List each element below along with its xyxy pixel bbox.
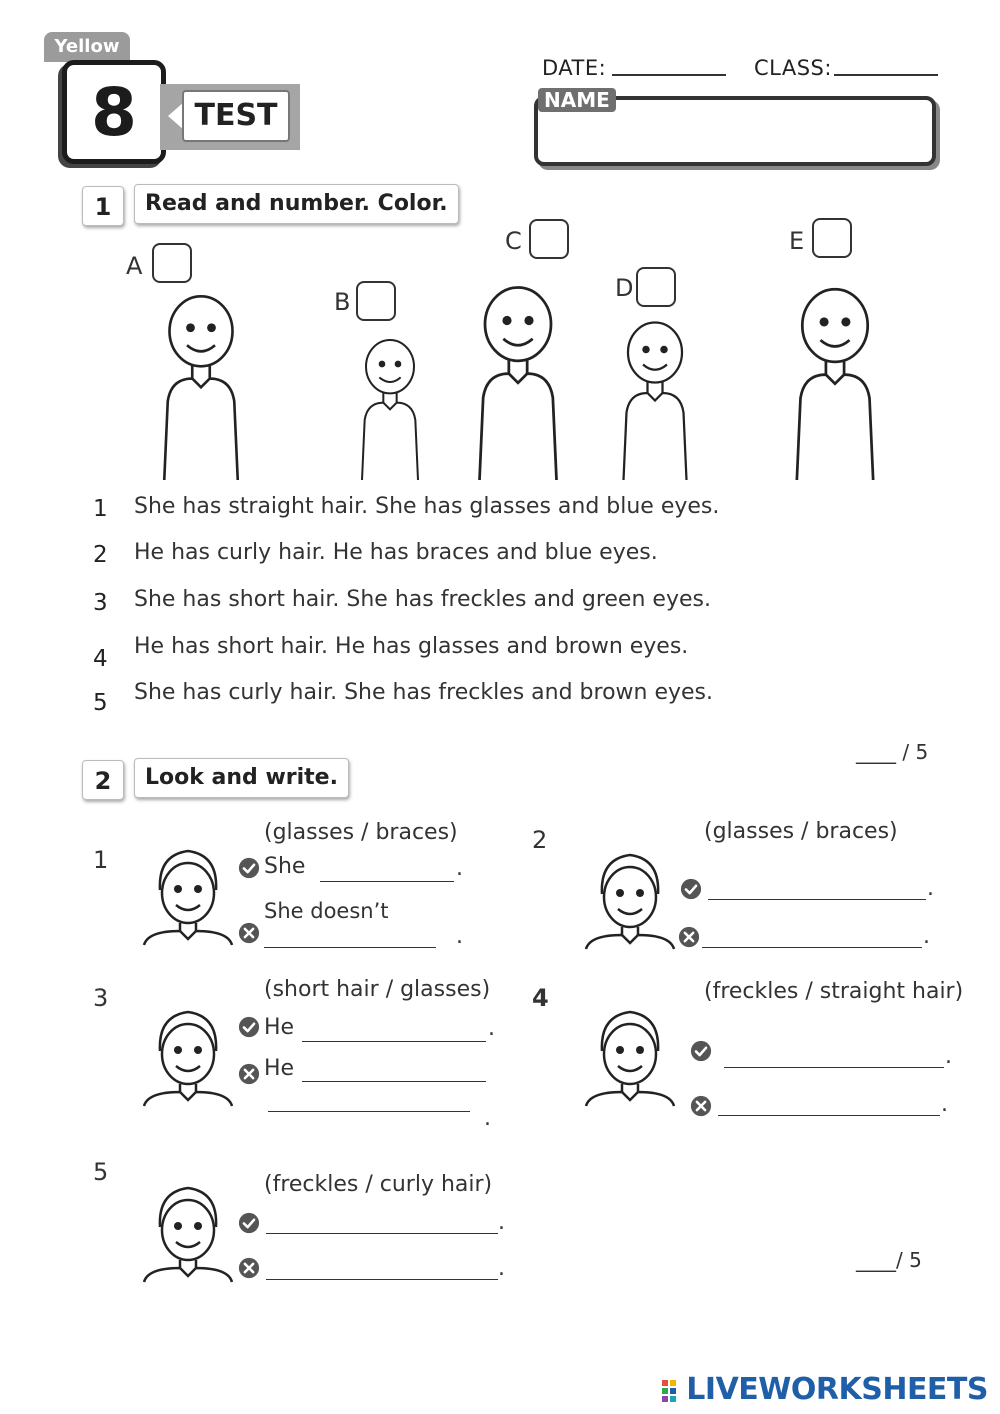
check-circle-icon	[238, 1016, 260, 1038]
test-label: TEST	[182, 90, 290, 142]
cross-circle-icon	[238, 922, 260, 944]
item-1-face-illustration	[138, 828, 238, 952]
item-5-negative-blank[interactable]	[266, 1278, 498, 1280]
item-4-number: 4	[532, 984, 549, 1012]
level-tab: Yellow	[44, 32, 130, 62]
check-circle-icon	[238, 857, 260, 879]
item-5-face-illustration	[138, 1166, 238, 1288]
name-label: NAME	[538, 88, 616, 112]
period: .	[488, 1016, 495, 1041]
item-4-negative-blank[interactable]	[718, 1114, 940, 1116]
date-label: DATE:	[542, 56, 607, 80]
item-3-hint: (short hair / glasses)	[264, 977, 491, 1002]
brand-name: LIVEWORKSHEETS	[686, 1372, 988, 1407]
sentence-text: She has curly hair. She has freckles and brown eyes.	[134, 680, 714, 705]
sentence-text: She has short hair. She has freckles and green eyes.	[134, 587, 711, 612]
item-1-negative-blank[interactable]	[264, 946, 436, 948]
period: .	[498, 1256, 505, 1281]
answer-box-a[interactable]	[152, 243, 192, 283]
period: .	[927, 876, 934, 901]
cross-circle-icon	[690, 1095, 712, 1117]
letter-e: E	[789, 227, 805, 255]
section-1-score: ____ / 5	[856, 740, 929, 764]
check-circle-icon	[238, 1212, 260, 1234]
section-1-number: 1	[82, 186, 124, 226]
brand-grid-icon	[662, 1378, 684, 1402]
section-2-number: 2	[82, 760, 124, 800]
letter-d: D	[615, 274, 634, 302]
answer-box-c[interactable]	[529, 219, 569, 259]
check-circle-icon	[680, 878, 702, 900]
item-4-hint: (freckles / straight hair)	[704, 979, 964, 1004]
answer-box-d[interactable]	[636, 267, 676, 307]
answer-box-b[interactable]	[356, 281, 396, 321]
item-5-number: 5	[93, 1158, 109, 1186]
letter-b: B	[334, 288, 351, 316]
item-3-number: 3	[93, 984, 109, 1012]
cross-circle-icon	[678, 926, 700, 948]
sentence-number: 1	[93, 496, 108, 522]
sentence-number: 2	[93, 542, 108, 568]
item-3-positive-prompt: He	[264, 1015, 295, 1040]
item-3-negative-blank-cont[interactable]	[268, 1110, 470, 1112]
period: .	[498, 1210, 505, 1235]
class-field[interactable]	[834, 74, 938, 76]
item-2-positive-blank[interactable]	[708, 898, 926, 900]
character-b-illustration	[330, 320, 450, 480]
item-2-hint: (glasses / braces)	[704, 819, 898, 844]
date-field[interactable]	[612, 74, 726, 76]
character-c-illustration	[448, 260, 588, 480]
period: .	[923, 924, 930, 949]
sentence-number: 5	[93, 690, 108, 716]
item-2-number: 2	[532, 826, 548, 854]
item-1-positive-blank[interactable]	[320, 880, 454, 882]
character-e-illustration	[720, 262, 940, 480]
item-2-face-illustration	[580, 834, 680, 954]
item-2-negative-blank[interactable]	[702, 946, 922, 948]
item-1-positive-prompt: She	[264, 854, 306, 879]
item-1-hint: (glasses / braces)	[264, 820, 458, 845]
letter-a: A	[126, 252, 143, 280]
sentence-text: He has short hair. He has glasses and brown eyes.	[134, 634, 689, 659]
item-4-face-illustration	[580, 990, 680, 1112]
letter-c: C	[505, 227, 522, 255]
section-2-title: Look and write.	[134, 758, 349, 798]
section-1-title: Read and number. Color.	[134, 184, 459, 224]
period: .	[456, 924, 463, 949]
period: .	[456, 856, 463, 881]
item-4-positive-blank[interactable]	[724, 1066, 944, 1068]
character-d-illustration	[590, 300, 720, 480]
item-3-negative-prompt: He	[264, 1056, 295, 1081]
item-1-negative-prompt: She doesn’t	[264, 899, 389, 923]
item-3-face-illustration	[138, 990, 238, 1112]
item-1-number: 1	[93, 846, 109, 874]
period: .	[941, 1092, 948, 1117]
answer-box-e[interactable]	[812, 218, 852, 258]
period: .	[945, 1044, 952, 1069]
character-a-illustration	[96, 270, 306, 480]
sentence-number: 3	[93, 590, 108, 616]
item-5-hint: (freckles / curly hair)	[264, 1172, 493, 1197]
unit-number: 8	[62, 60, 166, 164]
sentence-number: 4	[93, 646, 108, 672]
item-5-positive-blank[interactable]	[266, 1232, 498, 1234]
brand-logo	[662, 1372, 988, 1407]
item-3-positive-blank[interactable]	[302, 1040, 486, 1042]
period: .	[484, 1106, 491, 1131]
cross-circle-icon	[238, 1063, 260, 1085]
cross-circle-icon	[238, 1257, 260, 1279]
section-2-score: ____/ 5	[856, 1248, 922, 1272]
sentence-text: He has curly hair. He has braces and blue eyes.	[134, 540, 658, 565]
check-circle-icon	[690, 1040, 712, 1062]
item-3-negative-blank[interactable]	[302, 1080, 486, 1082]
sentence-text: She has straight hair. She has glasses and blue eyes.	[134, 494, 720, 519]
class-label: CLASS:	[754, 56, 832, 80]
